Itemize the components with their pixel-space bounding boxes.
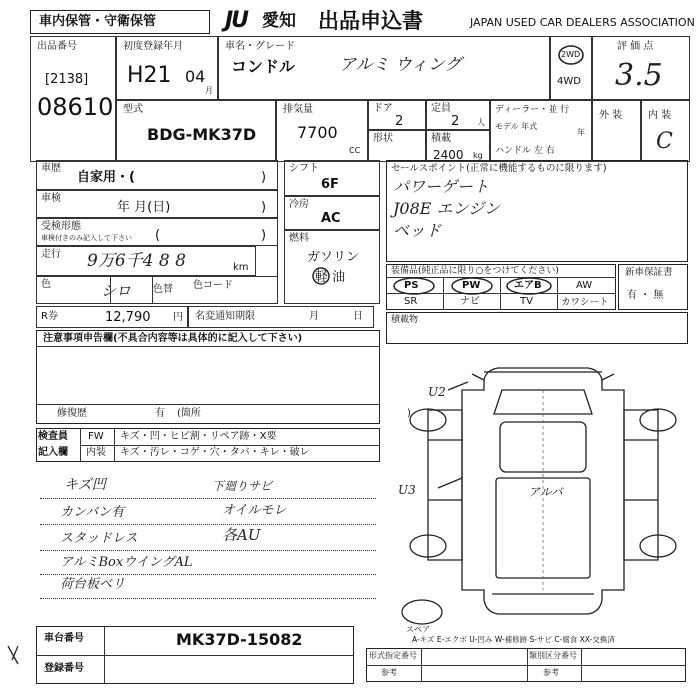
equip-ps: PS bbox=[404, 280, 419, 291]
history-row: 車歴 自家用・( ) bbox=[36, 160, 278, 190]
diagram-center-note: アルバ bbox=[528, 485, 563, 499]
cargo-box: 積載物 bbox=[386, 312, 688, 344]
score-value: 3.5 bbox=[615, 58, 663, 93]
lot-number: 08610 bbox=[37, 93, 114, 121]
damage-legend: A-キズ E-エクボ U-凹み W-補修跡 S-サビ C-腐食 XX-交換済 bbox=[412, 635, 615, 644]
document-title: 出品申込書 bbox=[318, 9, 423, 33]
selling-points-box: セールスポイント(正常に機能するものに限ります) パワーゲート J08E エンジン ベッド bbox=[386, 160, 688, 262]
capacity-cell: 定員 2 人 bbox=[426, 100, 490, 130]
reg-month: 04 bbox=[185, 67, 206, 86]
inspection-note-1: キズ凹 bbox=[64, 477, 106, 493]
doors-cell: ドア 2 bbox=[368, 100, 426, 130]
damage-mark-u2: U2 bbox=[428, 385, 446, 399]
exterior-cell: 外 装 bbox=[592, 100, 641, 162]
equipment-box: 装備品(純正品に限り○をつけてください) bbox=[386, 264, 616, 310]
equip-tv: TV bbox=[520, 296, 533, 307]
model-cell: 型式 BDG-MK37D bbox=[116, 100, 276, 162]
selling-point-3: ベッド bbox=[393, 221, 442, 240]
history-value: 自家用・( bbox=[77, 170, 135, 185]
shift-value: 6F bbox=[321, 177, 339, 192]
model-code: BDG-MK37D bbox=[147, 125, 257, 144]
equip-aw: AW bbox=[576, 280, 593, 291]
inspection-note-4: アルミBoxウイングAL bbox=[60, 555, 193, 570]
mileage-row: 走行 9万6千4 8 8 km bbox=[36, 246, 256, 276]
capacity-value: 2 bbox=[451, 114, 460, 129]
form-number-box: 形式指定番号 参考 類別区分番号 参考 bbox=[366, 648, 686, 682]
recycle-row: R券 12,790 円 bbox=[36, 306, 188, 328]
chassis-number: MK37D-15082 bbox=[176, 630, 303, 649]
selling-point-1: パワーゲート bbox=[393, 177, 490, 196]
corner-label-box bbox=[30, 10, 210, 34]
shift-cell: シフト 6F bbox=[284, 160, 380, 196]
selling-point-2: J08E エンジン bbox=[393, 199, 500, 218]
mileage-value: 9万6千4 8 8 bbox=[87, 251, 186, 271]
margin-pen-mark bbox=[4, 640, 24, 670]
brand-name: 愛知 bbox=[262, 11, 296, 31]
load-value: 2400 bbox=[433, 148, 464, 162]
ac-cell: 冷房 AC bbox=[284, 196, 380, 230]
recycle-amount: 12,790 bbox=[105, 310, 151, 325]
inspection-note-5: 荷台板ベリ bbox=[60, 577, 126, 592]
dealer-cell: ディーラー・並 行 モデル 年式 年 ハンドル 左 右 bbox=[490, 100, 592, 162]
association-name: JAPAN USED CAR DEALERS ASSOCIATION bbox=[470, 16, 695, 29]
equip-sr: SR bbox=[404, 296, 418, 307]
era-year: H21 bbox=[127, 63, 172, 88]
interior-grade: C bbox=[656, 129, 673, 154]
fuel-circle-mark bbox=[311, 266, 331, 286]
inspection-row: 車検 年 月(日) ) bbox=[36, 190, 278, 218]
corner-label: 車内保管・守衛保管 bbox=[39, 14, 157, 29]
doors-value: 2 bbox=[395, 114, 404, 129]
equip-leather: カワシート bbox=[561, 297, 609, 308]
lot-bracket: [2138] bbox=[45, 72, 89, 87]
color-value: シロ bbox=[101, 282, 132, 300]
shape-cell: 形状 bbox=[368, 130, 426, 162]
car-grade: アルミ ウィング bbox=[339, 55, 462, 75]
ju-logo: JU bbox=[225, 8, 248, 33]
inspection-note-7: オイルモレ bbox=[222, 503, 287, 518]
equip-airbag: エアB bbox=[514, 280, 542, 291]
equipment-circle-marks bbox=[386, 276, 616, 296]
lot-number-cell: 出品番号 [2138] 08610 bbox=[30, 36, 116, 162]
drive-4wd: 4WD bbox=[557, 76, 581, 87]
displacement-cell: 排気量 7700 CC bbox=[276, 100, 368, 162]
inspection-note-3: スタッドレス bbox=[60, 531, 138, 546]
inspection-note-8: 各AU bbox=[222, 526, 261, 544]
first-reg-cell: 初度登録年月 H21 04 月 bbox=[116, 36, 218, 100]
equip-pw: PW bbox=[462, 280, 481, 291]
displacement-value: 7700 bbox=[297, 123, 338, 142]
spare-label: スペア bbox=[406, 625, 430, 634]
equip-navi: ナビ bbox=[460, 296, 480, 307]
fuel-cell: 燃料 ガソリン 軽 油 bbox=[284, 230, 380, 304]
drive-2wd: 2WD bbox=[561, 50, 581, 59]
warranty-box: 新車保証書 有 ・ 無 bbox=[618, 264, 688, 310]
interior-cell: 内 装 C bbox=[641, 100, 690, 162]
score-cell: 評 価 点 3.5 bbox=[592, 36, 690, 100]
damage-mark-u3: U3 bbox=[398, 483, 416, 497]
drive-circle-mark bbox=[556, 44, 586, 66]
receive-row: 受検形態 車検付きのみ記入して下さい ( ) bbox=[36, 218, 278, 246]
fuel-value: ガソリン bbox=[307, 250, 360, 265]
notes-box: 注意事項申告欄(不具合内容等は具体的に記入して下さい) 修復歴 有 (箇所 ) bbox=[36, 330, 380, 424]
load-cell: 積載 2400 kg bbox=[426, 130, 490, 162]
name-change-row: 名変通知期限 月 日 bbox=[188, 306, 374, 328]
inspection-note-2: カンバン有 bbox=[60, 505, 125, 520]
car-name: コンドル bbox=[231, 57, 296, 76]
ac-value: AC bbox=[321, 211, 341, 226]
car-name-cell: 車名・グレード コンドル アルミ ウィング bbox=[218, 36, 550, 100]
inspection-note-6: 下廻りサビ bbox=[212, 479, 273, 493]
color-row: 色 シロ 色替 色コード bbox=[36, 276, 278, 304]
